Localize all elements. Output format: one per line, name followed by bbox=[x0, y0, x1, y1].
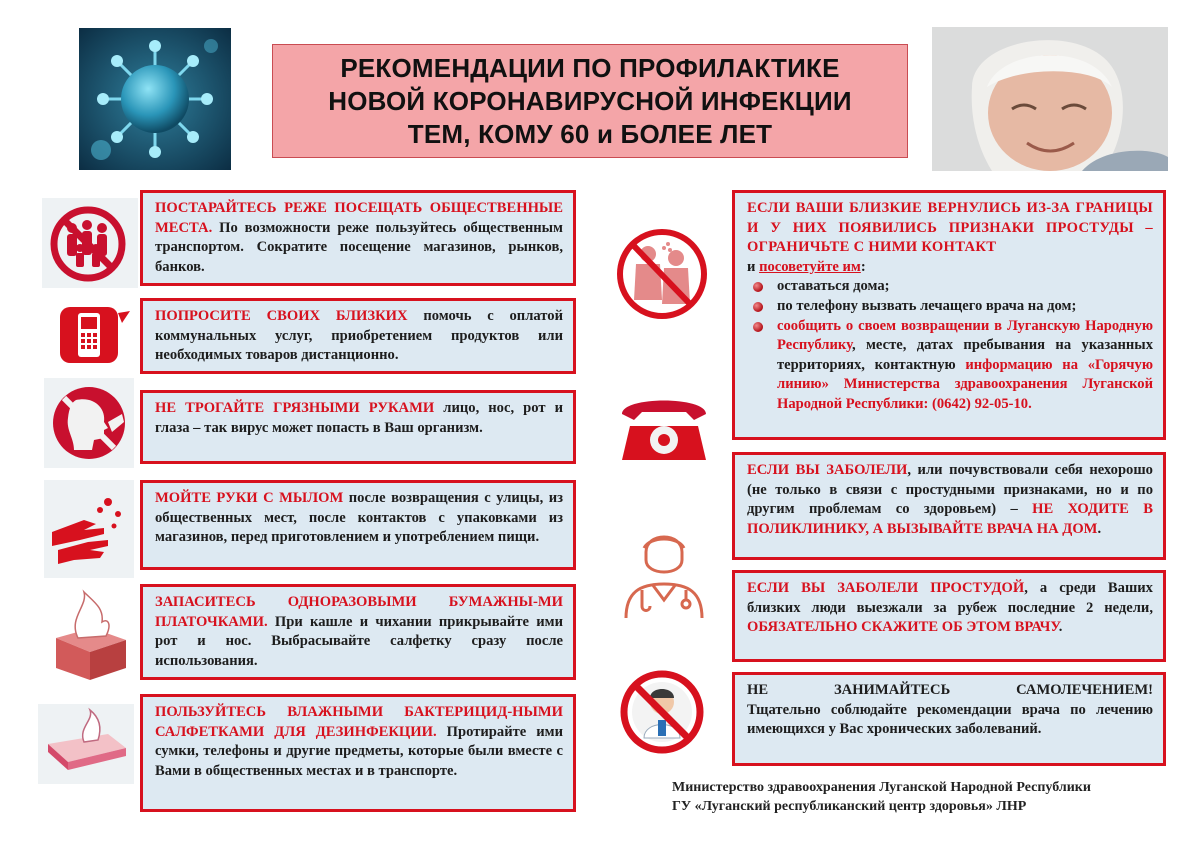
footer-line-1: Министерство здравоохранения Луганской Народной Республики bbox=[672, 780, 1091, 795]
list-item bbox=[747, 317, 1153, 415]
card-paper-tissues bbox=[140, 584, 576, 680]
card-text: помочь с оплатой коммунальных услуг, приобретением продуктов или необходимых товаров дистанционно. bbox=[155, 308, 563, 364]
title-banner bbox=[272, 44, 908, 158]
card-text: лицо, нос, рот и глаза – так вирус может попасть в Ваш организм. bbox=[155, 400, 563, 436]
card-end: . bbox=[1097, 520, 1102, 537]
list-item-text: оставаться дома; bbox=[777, 278, 890, 295]
card-ask-relatives bbox=[140, 298, 576, 374]
card-if-ill bbox=[732, 452, 1166, 560]
card-lead-2: НЕ ХОДИТЕ В ПОЛИКЛИНИКУ, А ВЫЗЫВАЙТЕ ВРАЧА НА ДОМ bbox=[747, 501, 1153, 537]
card-lead: ЗАПАСИТЕСЬ ОДНОРАЗОВЫМИ БУМАЖНЫ-МИ ПЛАТОЧКАМИ. bbox=[155, 594, 563, 630]
card-dont-touch-face bbox=[140, 390, 576, 464]
wash-hands-icon bbox=[44, 480, 134, 578]
card-lead: ПОПРОСИТЕ СВОИХ БЛИЗКИХ bbox=[155, 308, 408, 324]
advise-list bbox=[747, 277, 1153, 414]
no-contact-icon bbox=[612, 220, 712, 324]
red-telephone-icon bbox=[616, 390, 712, 468]
card-text: Протирайте ими сумки, телефоны и другие предметы, которые были вместе с Вами в общественных местах и в транспорте. bbox=[155, 723, 563, 779]
list-item-red: информацию на «Горячую линию» Министерства здравоохранения Луганской Народной Республики: (0642) 92-05-10. bbox=[777, 356, 1153, 412]
list-item bbox=[747, 277, 1153, 297]
card-lead: НЕ ТРОГАЙТЕ ГРЯЗНЫМИ РУКАМИ bbox=[155, 400, 435, 416]
title-line-1: РЕКОМЕНДАЦИИ ПО ПРОФИЛАКТИКЕ bbox=[340, 52, 840, 83]
no-crowd-icon bbox=[42, 198, 138, 288]
list-item bbox=[747, 297, 1153, 317]
card-lead: МОЙТЕ РУКИ С МЫЛОМ bbox=[155, 490, 344, 506]
card-text: Тщательно соблюдайте рекомендации врача по лечению имеющихся у Вас хронических заболеваний. bbox=[747, 701, 1153, 738]
title-line-2: НОВОЙ КОРОНАВИРУСНОЙ ИНФЕКЦИИ bbox=[328, 85, 852, 116]
card-lead: ЕСЛИ ВЫ ЗАБОЛЕЛИ ПРОСТУДОЙ bbox=[747, 580, 1025, 596]
no-touch-face-icon bbox=[44, 378, 134, 468]
wet-wipes-icon bbox=[38, 704, 134, 784]
virus-image bbox=[79, 28, 231, 170]
card-text: При кашле и чихании прикрывайте ими рот и нос. Выбрасывайте салфетку сразу после использования. bbox=[155, 613, 563, 669]
doctor-icon bbox=[620, 526, 708, 620]
card-lead: НЕ ЗАНИМАЙТЕСЬ САМОЛЕЧЕНИЕМ! bbox=[747, 682, 1153, 698]
card-lead: ПОСТАРАЙТЕСЬ РЕЖЕ ПОСЕЩАТЬ ОБЩЕСТВЕННЫЕ МЕСТА. bbox=[155, 200, 563, 236]
card-lead-2: ОБЯЗАТЕЛЬНО СКАЖИТЕ ОБ ЭТОМ ВРАЧУ bbox=[747, 619, 1059, 636]
list-item-text: , месте, датах пребывания на указанных территориях, контактную bbox=[777, 337, 1153, 373]
footer-line-2: ГУ «Луганский республиканский центр здоровья» ЛНР bbox=[672, 799, 1027, 814]
advise-label: посоветуйте им bbox=[759, 258, 861, 275]
card-end: . bbox=[1058, 619, 1063, 636]
card-lead: ЕСЛИ ВАШИ БЛИЗКИЕ ВЕРНУЛИСЬ ИЗ-ЗА ГРАНИЦЫ И У НИХ ПОЯВИЛИСЬ ПРИЗНАКИ ПРОСТУДЫ – ОГРАНИЧЬТЕ С НИМИ КОНТАКТ bbox=[747, 200, 1153, 256]
tissue-box-icon bbox=[48, 588, 132, 684]
card-wet-wipes bbox=[140, 694, 576, 812]
card-no-self-medication bbox=[732, 672, 1166, 766]
list-item-text: по телефону вызвать лечащего врача на дом; bbox=[777, 297, 1077, 314]
advise-colon: : bbox=[860, 258, 866, 275]
no-self-medication-icon bbox=[614, 668, 710, 758]
card-relatives-returned bbox=[732, 190, 1166, 440]
card-lead: ПОЛЬЗУЙТЕСЬ ВЛАЖНЫМИ БАКТЕРИЦИД-НЫМИ САЛФЕТКАМИ ДЛЯ ДЕЗИНФЕКЦИИ. bbox=[155, 704, 563, 740]
card-text: , а среди Ваших близких люди выезжали за рубеж последние 2 недели, bbox=[747, 580, 1153, 616]
list-item-red: сообщить о своем возвращении в Луганскую Народную Республику bbox=[777, 317, 1153, 354]
title-line-3: ТЕМ, КОМУ 60 и БОЛЕЕ ЛЕТ bbox=[407, 118, 773, 149]
advise-and: и bbox=[747, 258, 760, 275]
card-lead: ЕСЛИ ВЫ ЗАБОЛЕЛИ bbox=[747, 462, 908, 478]
card-text: , или почувствовали себя нехорошо (не только в связи с простудными признаками, но и по другим проблемам со здоровьем) – bbox=[747, 462, 1153, 518]
phone-icon bbox=[58, 303, 132, 367]
footer bbox=[672, 778, 1172, 822]
card-cold-and-travel bbox=[732, 570, 1166, 662]
card-text: По возможности реже пользуйтесь общественным транспортом. Сократите посещение магазинов, рынков, банков. bbox=[155, 219, 563, 275]
card-avoid-public-places bbox=[140, 190, 576, 286]
advise-line bbox=[747, 258, 1153, 278]
card-text: после возвращения с улицы, из общественных мест, после контактов с упаковками из магазинов, перед приготовлением и употреблением пищи. bbox=[155, 490, 563, 546]
elderly-woman-photo bbox=[932, 27, 1168, 171]
card-wash-hands bbox=[140, 480, 576, 570]
